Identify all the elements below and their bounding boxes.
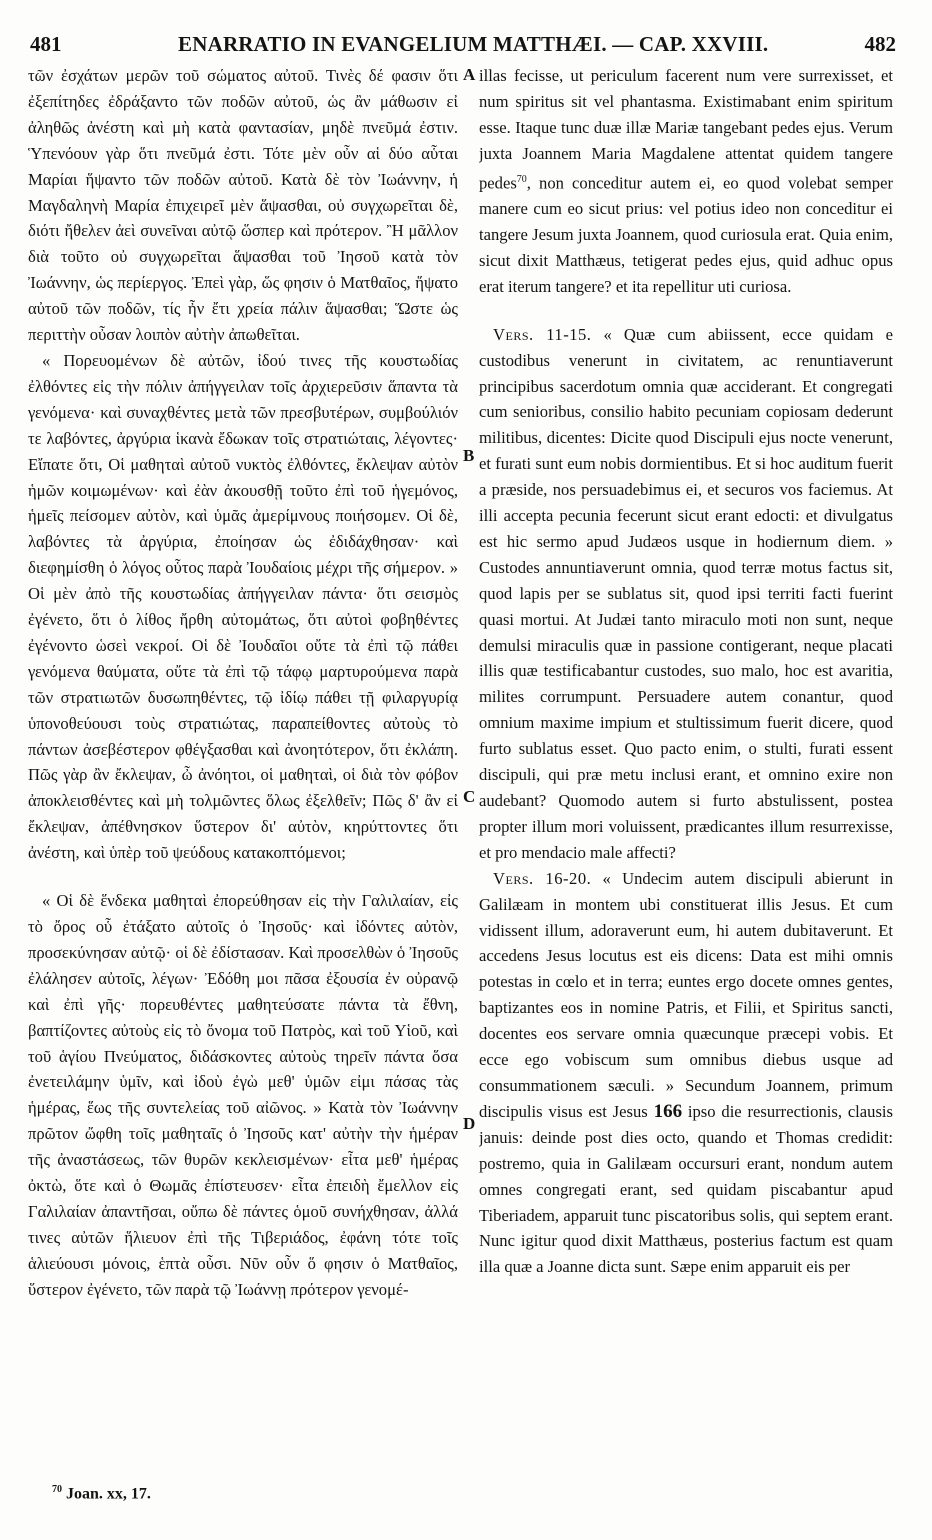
margin-letter-a: A [463,65,476,84]
footnote-text: Joan. xx, 17. [62,1485,151,1503]
latin-paragraph-3 [479,866,893,1281]
paragraph-gap [479,300,893,322]
page-number-left: 481 [30,32,62,56]
latin-column [479,63,893,1443]
greek-paragraph-2: « Πορευομένων δὲ αὐτῶν, ἰδού τινες τῆς κουστωδίας ἐλθόντες εἰς τὴν πόλιν ἀπήγγειλαν τοῖς ἀρχιερεῦσιν ἅπαντα τὰ γενόμενα· καὶ συναχθέντες μετὰ τῶν πρεσβυτέρων, συμβούλιόν τε λαβόντες, ἀργύρια ἱκανὰ ἔδωκαν τοῖς στρατιώταις, λέγοντες· Εἴπατε ὅτι, Οἱ μαθηταὶ αὐτοῦ νυκτὸς ἐλθόντες, ἔκλεψαν αὐτὸν ἡμῶν κοιμωμένων· καὶ ἐὰν ἀκουσθῇ τοῦτο ἐπὶ τοῦ ἡγεμόνος, ἡμεῖς πείσομεν αὐτὸν, καὶ ὑμᾶς ἀμερίμνους ποιήσομεν. Οἱ δὲ, λαβόντες τὰ ἀργύρια, ἐποίησαν ὡς ἐδιδάχθησαν· καὶ διεφημίσθη ὁ λόγος οὗτος παρὰ Ἰουδαίοις μέχρι τῆς σήμερον. » Οἱ μὲν ἀπὸ τῆς κουστωδίας ἀπήγγειλαν πάντα· ὅτι σεισμὸς ἐγένετο, ὅτι ὁ λίθος ἤρθη αὐτομάτως, ὅτι αὐτοὶ φοβηθέντες ἐγένοντο ὡσεὶ νεκροί. Οἱ δὲ Ἰουδαῖοι οὔτε τὰ ἐπὶ τῷ πάθει γενόμενα θαύματα, οὔτε τὰ ἐπὶ τῷ τάφῳ μαρτυρούμενα παρὰ τῶν στρατιωτῶν δυσωπηθέντες, τῷ ἰδίῳ πάθει τῇ φιλαργυρίᾳ ὑπονοθεύουσι τοὺς στρατιώτας, παραπείθοντες αὐτοὺς τὸ πάντων ἀσεβέστερον φθέγξασθαι καὶ ἀνοητότερον, ὅτι ἐκλάπη. Πῶς γὰρ ἂν ἔκλεψαν, ὦ ἀνόητοι, οἱ μαθηταὶ, οἱ διὰ τὸν φόβον ἀποκλεισθέντες καὶ μὴ τολμῶντες ὅλως ἐξελθεῖν; Πῶς δ' ἂν εἰ ἔκλεψαν, ἀπέθνησκον ὕστερον δι' αὐτὸν, κηρύττοντες ὅτι ἀνέστη, καὶ ὑπὲρ τοῦ ψεύδους κατακοπτόμενοι; [28,350,458,863]
column-number: 166 [653,1100,683,1122]
greek-paragraph-1: τῶν ἐσχάτων μερῶν τοῦ σώματος αὐτοῦ. Τινὲς δέ φασιν ὅτι ἐξεπίτηδες ἐδράξαντο τῶν ποδῶν αὐτοῦ, ὡς ἂν μάθωσιν εἰ ἀληθῶς ἀνέστη καὶ μὴ κατὰ φαντασίαν, μηδὲ πνεῦμά ἐστιν. Ὑπενόουν γὰρ ὅτι πνεῦμά ἐστι. Τότε μὲν οὖν αἱ δύο αὗται Μαρίαι ἥψαντο τῶν ποδῶν αὐτοῦ. Κατὰ δὲ τὸν Ἰωάννην, ἡ Μαγδαληνὴ Μαρία ἐπιχειρεῖ μὲν ἅψασθαι, οὐ συγχωρεῖται δὲ, διότι ἤθελεν ἀεὶ συνεῖναι αὐτῷ ὥσπερ καὶ πρότερον. Ἢ μᾶλλον διὰ τοῦτο οὐ συγχωρεῖται ἅψασθαι τοῦ Ἰησοῦ κατὰ τὸν Ἰωάννην, ὡς περίεργος. Ἐπεὶ γὰρ, ὥς φησιν ὁ Ματθαῖος, ἥψατο αὐτοῦ τῶν ποδῶν, τίς ἦν ἔτι χρεία πάλιν ἅψασθαι; Ὥστε ὡς περιττὴν οὖσαν λοιπὸν αὐτὴν ἀπωθεῖται. [28,66,458,345]
margin-letter-c: C [463,787,476,806]
greek-paragraph-3: « Οἱ δὲ ἕνδεκα μαθηταὶ ἐπορεύθησαν εἰς τὴν Γαλιλαίαν, εἰς τὸ ὄρος οὗ ἐτάξατο αὐτοῖς ὁ Ἰησοῦς· καὶ ἰδόντες αὐτὸν, προσεκύνησαν αὐτῷ· οἱ δὲ ἐδίστασαν. Καὶ προσελθὼν ὁ Ἰησοῦς ἐλάλησεν αὐτοῖς, λέγων· Ἐδόθη μοι πᾶσα ἐξουσία ἐν οὐρανῷ καὶ ἐπὶ γῆς· πορευθέντες μαθητεύσατε πάντα τὰ ἔθνη, βαπτίζοντες αὐτοὺς εἰς τὸ ὄνομα τοῦ Πατρὸς, καὶ τοῦ Υἱοῦ, καὶ τοῦ ἁγίου Πνεύματος, διδάσκοντες αὐτοὺς τηρεῖν πάντα ὅσα ἐνετειλάμην ὑμῖν, καὶ ἰδοὺ ἐγὼ μεθ' ὑμῶν εἰμι πάσας τὰς ἡμέρας, ἕως τῆς συντελείας τοῦ αἰῶνος. » Κατὰ τὸν Ἰωάννην πρῶτον ὤφθη τοῖς μαθηταῖς ὁ Ἰησοῦς κατ' αὐτὴν τὴν ἡμέραν τῆς ἀναστάσεως, τῶν θυρῶν κεκλεισμένων· εἶτα μεθ' ἡμέρας ὀκτὼ, ὅτε καὶ ὁ Θωμᾶς ἐπίστευσεν· εἶτα ἐπειδὴ ἔμελλον εἰς Γαλιλαίαν ἀπαντῆσαι, οὔπω δὲ πάντες ὁμοῦ συνήχθησαν, ἀλλά τινες αὐτῶν ἥλιευον ἐπὶ τῆς Τιβεριάδος, ἐφάνη τότε τοῖς ἁλιεύουσι μόνοις, ἑπτὰ οὖσι. Νῦν οὖν ὅ φησιν ὁ Ματθαῖος, ὕστερον ἐγένετο, τῶν παρὰ τῷ Ἰωάννῃ πρότερον γενομέ- [28,891,458,1299]
page-header [30,32,896,60]
greek-column [28,63,458,1443]
latin-paragraph-1-rest: , non conceditur autem ei, eo quod volebat semper manere cum eo sicut prius: vel potius ideo non conceditur ei tangere Jesum juxta Joannem, quod curiosula erat. Quia enim, sicut dixit Matthæus, tetigerat pedes ejus, quid adhuc opus erat iterum tangere? et ita repellitur uti curiosa. [479,173,893,296]
footnote-reference: 70 [516,173,527,185]
paragraph-gap [28,866,458,888]
margin-letter-d: D [463,1114,476,1133]
footnote-mark: 70 [52,1484,62,1495]
latin-paragraph-3-rest: ipso die resurrectionis, clausis januis: deinde post dies octo, quando et Thomas credidit: postremo, quia in Galilæam occursuri erant, nondum autem omnes congregati erant, sed quidam piscabantur apud Tiberiadem, apparuit tunc piscatoribus solis, qui septem erant. Nunc igitur quod dixit Matthæus, posterius factum est quam illa quæ a Joanne dicta sunt. Sæpe enim apparuit eis per [479,1101,893,1277]
latin-paragraph-3-text: « Undecim autem discipuli abierunt in Galilæam in montem ubi constituerat illis Jesus. Et cum vidissent illum, adoraverunt eum, hi autem dubitaverunt. Et accedens Jesus locutus est eis dicens: Data est mihi omnis potestas in cœlo et in terra; euntes ergo docete omnes gentes, baptizantes eos in nomine Patris, et Filii, et Spiritus sancti, docentes eos servare omnia quæcunque præcepi vobis. Et ecce ego vobiscum sum omnibus diebus usque ad consummationem sæculi. » Secundum Joannem, primum discipulis visus est Jesus [479,868,893,1121]
page-number-right: 482 [864,32,896,56]
latin-paragraph-1-text: illas fecisse, ut periculum facerent num vere surrexisset, et num spiritus sit vel phantasma. Existimabant enim spiritum esse. Itaque tunc duæ illæ Mariæ tangebant pedes ejus. Verum juxta Joannem Maria Magdalene attentat quidem tangere pedes [479,66,893,193]
footnote [52,1484,151,1503]
verse-label-16-20: Vers. 16-20. [493,868,592,888]
latin-paragraph-2 [479,322,893,866]
verse-label-11-15: Vers. 11-15. [493,324,592,344]
latin-paragraph-2-text: « Quæ cum abiissent, ecce quidam e custodibus venerunt in civitatem, ac renuntiaverunt principibus sacerdotum omnia quæ acciderant. Et congregati cum senioribus, consilio habito pecuniam copiosam dederunt militibus, dicentes: Dicite quod Discipuli ejus nocte venerunt, et furati sunt eum nobis dormientibus. Et si hoc auditum fuerit a præside, nos persuadebimus ei, et securos vos faciemus. At illi accepta pecunia fecerunt sicut erant edocti: et divulgatus est hic sermo apud Judæos usque in hodiernum diem. » Custodes annuntiaverunt omnia, quod terræ motus factus sit, quod lapis per se sublatus sit, quod ipsi territi facti fuerint quasi mortui. At Judæi tanto miraculo moti non sunt, neque demulsi miraculis quæ in passione contigerant, neque placati illis quæ testificabantur custodes, suo malo, hoc est avaritia, milites corrumpunt. Persuadere autem conantur, quod omnium maxime impium et stultissimum fuerit dicere, quod furto sublatus esset. Quo pacto enim, o stulti, furati essent discipuli, qui præ metu inclusi erant, et omnino exire non audebant? Quomodo autem si furto abstulissent, postea propter illum mori voluissent, prædicantes illum resurrexisse, et pro mendacio male affecti? [479,324,893,862]
running-title: ENARRATIO IN EVANGELIUM MATTHÆI. — CAP. XXVIII. [178,32,769,56]
latin-paragraph-1 [479,63,893,300]
margin-letter-b: B [463,446,475,465]
